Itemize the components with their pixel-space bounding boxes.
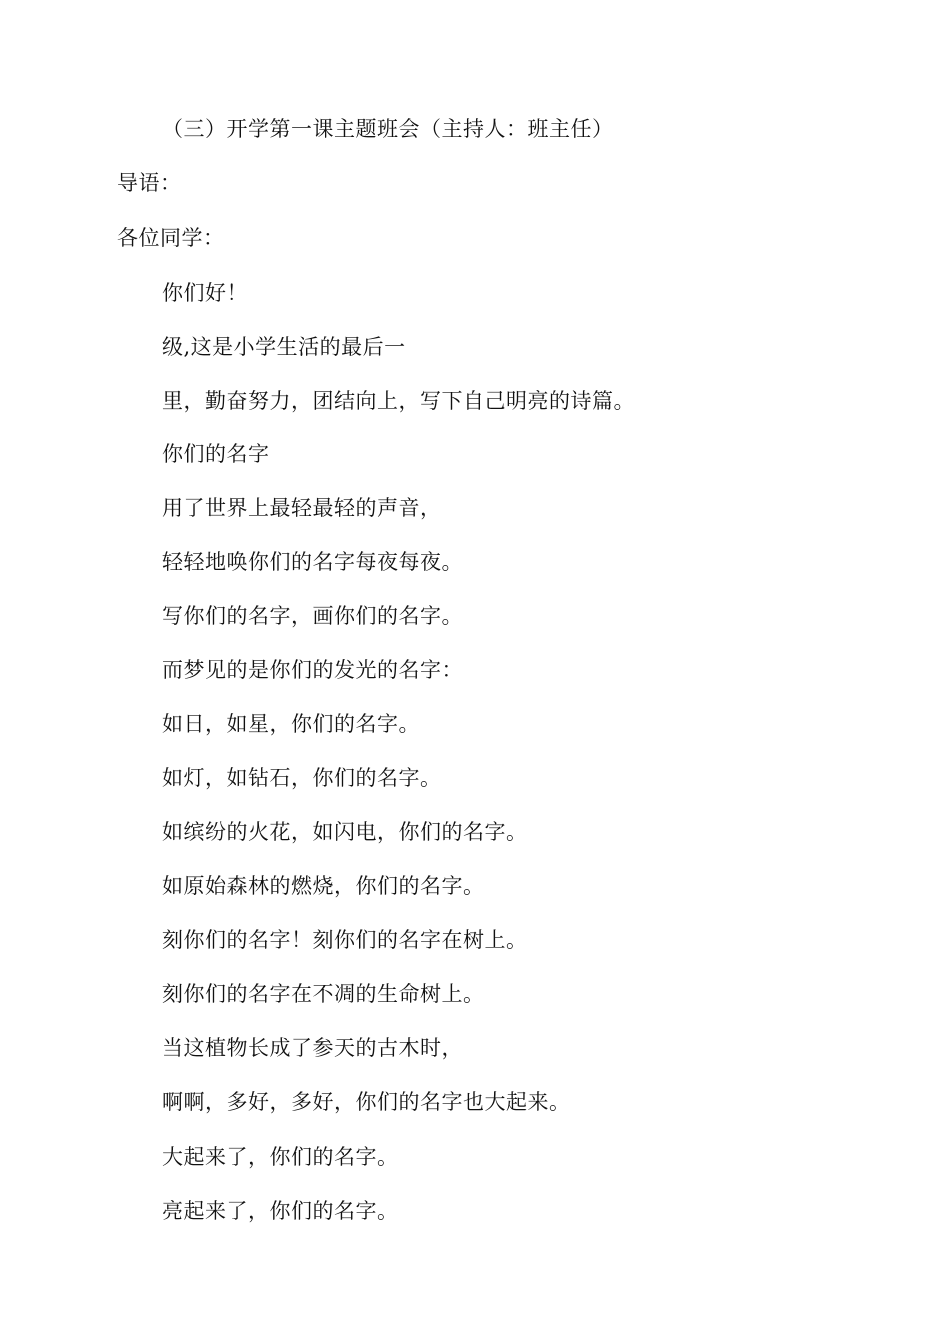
paragraph-line: 如灯，如钻石，你们的名字。 bbox=[162, 766, 442, 790]
paragraph-line: 如原始森林的燃烧，你们的名字。 bbox=[162, 874, 485, 898]
paragraph-line: 亮起来了，你们的名字。 bbox=[162, 1199, 399, 1223]
salutation: 各位同学： bbox=[117, 226, 225, 250]
paragraph-line: 用了世界上最轻最轻的声音， bbox=[162, 496, 442, 520]
paragraph-line: 而梦见的是你们的发光的名字： bbox=[162, 658, 463, 682]
paragraph-line: 级,这是小学生活的最后一 bbox=[162, 335, 406, 359]
paragraph-line: 刻你们的名字！刻你们的名字在树上。 bbox=[162, 928, 528, 952]
paragraph-line: 啊啊，多好，多好，你们的名字也大起来。 bbox=[162, 1090, 571, 1114]
paragraph-line: 写你们的名字，画你们的名字。 bbox=[162, 604, 463, 628]
section-heading: （三）开学第一课主题班会（主持人：班主任） bbox=[162, 117, 614, 141]
paragraph-line: 里，勤奋努力，团结向上，写下自己明亮的诗篇。 bbox=[162, 389, 635, 413]
paragraph-line: 你们的名字 bbox=[162, 442, 270, 466]
paragraph-line: 如日，如星，你们的名字。 bbox=[162, 712, 420, 736]
paragraph-line: 刻你们的名字在不凋的生命树上。 bbox=[162, 982, 485, 1006]
paragraph-line: 大起来了，你们的名字。 bbox=[162, 1145, 399, 1169]
intro-label: 导语： bbox=[117, 171, 182, 195]
paragraph-line: 你们好！ bbox=[162, 281, 248, 305]
paragraph-line: 如缤纷的火花，如闪电，你们的名字。 bbox=[162, 820, 528, 844]
paragraph-line: 当这植物长成了参天的古木时， bbox=[162, 1036, 463, 1060]
paragraph-line: 轻轻地唤你们的名字每夜每夜。 bbox=[162, 550, 463, 574]
